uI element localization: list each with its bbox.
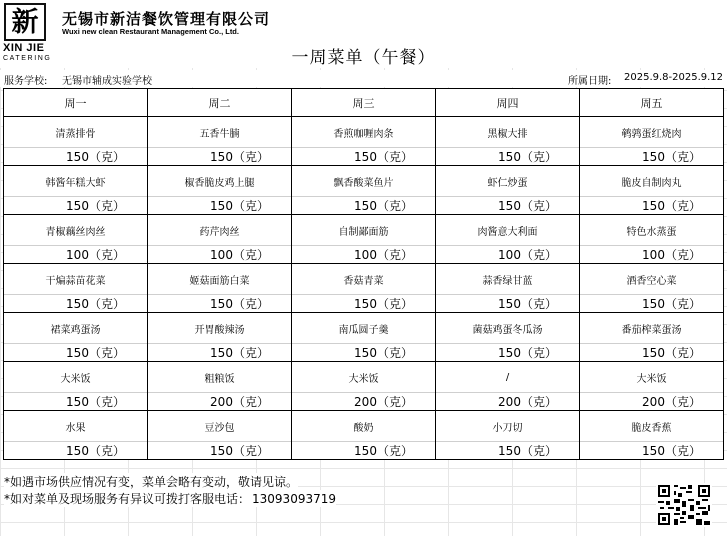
dish-row xyxy=(4,215,724,246)
date-value: 2025.9.8-2025.9.12 xyxy=(624,72,724,83)
quantity-row xyxy=(4,246,724,264)
quantity-cell: 150（克） xyxy=(148,442,292,460)
dish-cell: 自制鄙面筋 xyxy=(292,215,436,246)
company-name-cn: 无锡市新洁餐饮管理有限公司 xyxy=(62,10,271,28)
quantity-cell: 150（克） xyxy=(148,295,292,313)
day-header: 周二 xyxy=(148,89,292,117)
quantity-cell: 200（克） xyxy=(436,393,580,411)
company-name-en: Wuxi new clean Restaurant Management Co., Ltd. xyxy=(62,27,239,36)
quantity-row xyxy=(4,442,724,460)
dish-cell: 水果 xyxy=(4,411,148,442)
dish-cell: 菌菇鸡蛋冬瓜汤 xyxy=(436,313,580,344)
date-label: 所属日期: xyxy=(568,76,612,87)
quantity-cell: 150（克） xyxy=(4,442,148,460)
day-header-row xyxy=(4,89,724,117)
dish-cell: 香煎咖喱肉条 xyxy=(292,117,436,148)
service-note xyxy=(4,490,336,507)
dish-cell: 酸奶 xyxy=(292,411,436,442)
dish-cell: 干煸蒜苗花菜 xyxy=(4,264,148,295)
quantity-cell: 150（克） xyxy=(4,295,148,313)
dish-cell: 特色水蒸蛋 xyxy=(580,215,724,246)
logo-glyph: 新 xyxy=(11,6,39,38)
quantity-cell: 150（克） xyxy=(292,148,436,166)
company-logo xyxy=(4,3,46,41)
dish-row xyxy=(4,264,724,295)
dish-cell: 番茄榨菜蛋汤 xyxy=(580,313,724,344)
weekly-menu-table xyxy=(3,88,724,460)
dish-row xyxy=(4,411,724,442)
service-phone: 13093093719 xyxy=(252,492,336,506)
school-name: 无锡市辅成实验学校 xyxy=(62,76,152,87)
quantity-cell: 150（克） xyxy=(148,148,292,166)
quantity-cell: 150（克） xyxy=(148,344,292,362)
day-header: 周五 xyxy=(580,89,724,117)
dish-cell: 五香牛腩 xyxy=(148,117,292,148)
quantity-row xyxy=(4,197,724,215)
quantity-cell: 100（克） xyxy=(580,246,724,264)
quantity-cell: 100（克） xyxy=(148,246,292,264)
quantity-cell: 150（克） xyxy=(4,393,148,411)
dish-row xyxy=(4,362,724,393)
quantity-cell: 150（克） xyxy=(292,344,436,362)
dish-row xyxy=(4,117,724,148)
dish-cell: 椒香脆皮鸡上腿 xyxy=(148,166,292,197)
quantity-cell: 150（克） xyxy=(4,344,148,362)
dish-row xyxy=(4,166,724,197)
quantity-cell: 150（克） xyxy=(4,197,148,215)
dish-cell: 大米饭 xyxy=(4,362,148,393)
quantity-cell: 150（克） xyxy=(436,295,580,313)
quantity-row xyxy=(4,344,724,362)
qr-code-icon xyxy=(656,483,712,527)
info-row xyxy=(0,70,727,87)
dish-cell: 药芹肉丝 xyxy=(148,215,292,246)
quantity-cell: 150（克） xyxy=(436,344,580,362)
quantity-cell: 100（克） xyxy=(292,246,436,264)
dish-cell: 青椒藕丝肉丝 xyxy=(4,215,148,246)
school-label: 服务学校: xyxy=(4,76,48,87)
dish-cell: 脆皮香蕉 xyxy=(580,411,724,442)
dish-row xyxy=(4,313,724,344)
dish-cell: 黑椒大排 xyxy=(436,117,580,148)
dish-cell: 肉酱意大利面 xyxy=(436,215,580,246)
quantity-row xyxy=(4,393,724,411)
quantity-row xyxy=(4,295,724,313)
quantity-cell: 100（克） xyxy=(4,246,148,264)
dish-cell: 姬菇面筋白菜 xyxy=(148,264,292,295)
quantity-cell: 150（克） xyxy=(292,442,436,460)
dish-cell: 粗粮饭 xyxy=(148,362,292,393)
quantity-cell: 200（克） xyxy=(580,393,724,411)
dish-cell: 南瓜圆子羹 xyxy=(292,313,436,344)
quantity-cell: 100（克） xyxy=(436,246,580,264)
quantity-cell: 150（克） xyxy=(436,148,580,166)
quantity-cell: 200（克） xyxy=(148,393,292,411)
quantity-cell: 150（克） xyxy=(148,197,292,215)
quantity-cell: 150（克） xyxy=(580,148,724,166)
quantity-cell: 150（克） xyxy=(580,442,724,460)
quantity-row xyxy=(4,148,724,166)
quantity-cell: 150（克） xyxy=(292,197,436,215)
menu-body xyxy=(4,117,724,460)
quantity-cell: 150（克） xyxy=(4,148,148,166)
logo-text-main: XIN JIE xyxy=(3,42,45,54)
dish-cell: 清蒸排骨 xyxy=(4,117,148,148)
dish-cell: 鹌鹑蛋红烧肉 xyxy=(580,117,724,148)
menu-title: 一周菜单（午餐） xyxy=(291,48,436,68)
service-note-text: *如对菜单及现场服务有异议可拨打客服电话： xyxy=(4,492,251,506)
dish-cell: 脆皮自制肉丸 xyxy=(580,166,724,197)
quantity-cell: 150（克） xyxy=(436,197,580,215)
quantity-cell: 150（克） xyxy=(436,442,580,460)
quantity-cell: 200（克） xyxy=(292,393,436,411)
dish-cell: 虾仁炒蛋 xyxy=(436,166,580,197)
dish-cell: 酒香空心菜 xyxy=(580,264,724,295)
quantity-cell: 150（克） xyxy=(580,344,724,362)
quantity-cell: 150（克） xyxy=(292,295,436,313)
dish-cell: 开胃酸辣汤 xyxy=(148,313,292,344)
dish-cell: 豆沙包 xyxy=(148,411,292,442)
day-header: 周三 xyxy=(292,89,436,117)
dish-cell: / xyxy=(436,362,580,393)
supply-note: *如遇市场供应情况有变，菜单会略有变动，敬请见谅。 xyxy=(4,475,299,489)
logo-text-sub: CATERING xyxy=(3,55,52,62)
dish-cell: 香菇青菜 xyxy=(292,264,436,295)
dish-cell: 大米饭 xyxy=(292,362,436,393)
quantity-cell: 150（克） xyxy=(580,295,724,313)
day-header: 周一 xyxy=(4,89,148,117)
day-header: 周四 xyxy=(436,89,580,117)
header xyxy=(0,0,727,68)
dish-cell: 大米饭 xyxy=(580,362,724,393)
dish-cell: 蒜香绿甘蓝 xyxy=(436,264,580,295)
dish-cell: 小刀切 xyxy=(436,411,580,442)
dish-cell: 飘香酸菜鱼片 xyxy=(292,166,436,197)
dish-cell: 裙菜鸡蛋汤 xyxy=(4,313,148,344)
dish-cell: 韩酱年糕大虾 xyxy=(4,166,148,197)
quantity-cell: 150（克） xyxy=(580,197,724,215)
